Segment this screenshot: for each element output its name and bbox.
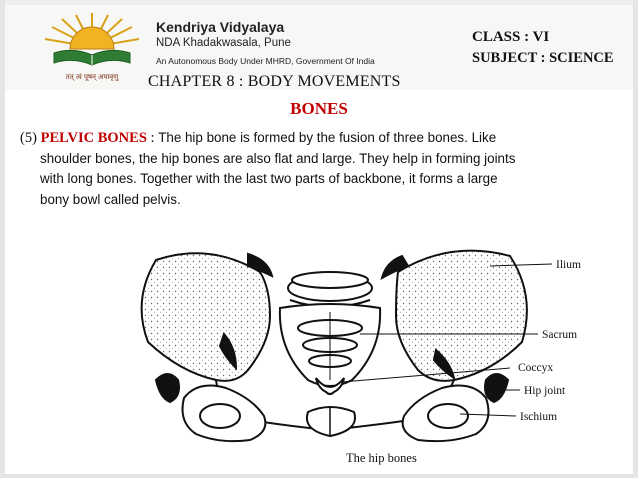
logo-motto: तत् त्वं पूषन् अपावृणु (65, 73, 119, 81)
item-heading: PELVIC BONES (40, 130, 147, 146)
class-label: CLASS : VI (472, 29, 550, 45)
slide-border-bottom (0, 474, 638, 478)
diagram-caption: The hip bones (346, 451, 417, 465)
label-coccyx: Coccyx (518, 362, 554, 374)
paragraph-line-2: shoulder bones, the hip bones are also flat and large. They help in forming joints (40, 150, 516, 166)
label-sacrum: Sacrum (542, 329, 578, 341)
org-tagline: An Autonomous Body Under MHRD, Government Of India (156, 56, 375, 66)
paragraph-text-1: The hip bone is formed by the fusion of three bones. Like (158, 130, 497, 145)
org-name: Kendriya Vidyalaya (156, 19, 285, 35)
item-number: (5) (20, 130, 37, 146)
slide-border-right (633, 0, 638, 478)
subject-label: SUBJECT : SCIENCE (472, 50, 614, 66)
pelvis-drawing (142, 251, 527, 441)
label-hip-joint: Hip joint (524, 385, 566, 397)
heading-separator: : (146, 130, 159, 146)
pelvis-diagram (120, 230, 615, 470)
body-paragraph (20, 128, 620, 210)
kendriya-vidyalaya-logo (40, 13, 145, 88)
label-ilium: Ilium (556, 259, 581, 271)
chapter-title: CHAPTER 8 : BODY MOVEMENTS (148, 73, 401, 90)
slide-header (5, 5, 633, 90)
paragraph-line-1 (20, 128, 620, 149)
paragraph-line-4: bony bowl called pelvis. (40, 191, 181, 207)
org-place: NDA Khadakwasala, Pune (156, 37, 291, 49)
paragraph-line-3: with long bones. Together with the last two parts of backbone, it forms a large (40, 171, 498, 186)
slide-title: BONES (290, 99, 348, 118)
label-ischium: Ischium (520, 411, 558, 423)
